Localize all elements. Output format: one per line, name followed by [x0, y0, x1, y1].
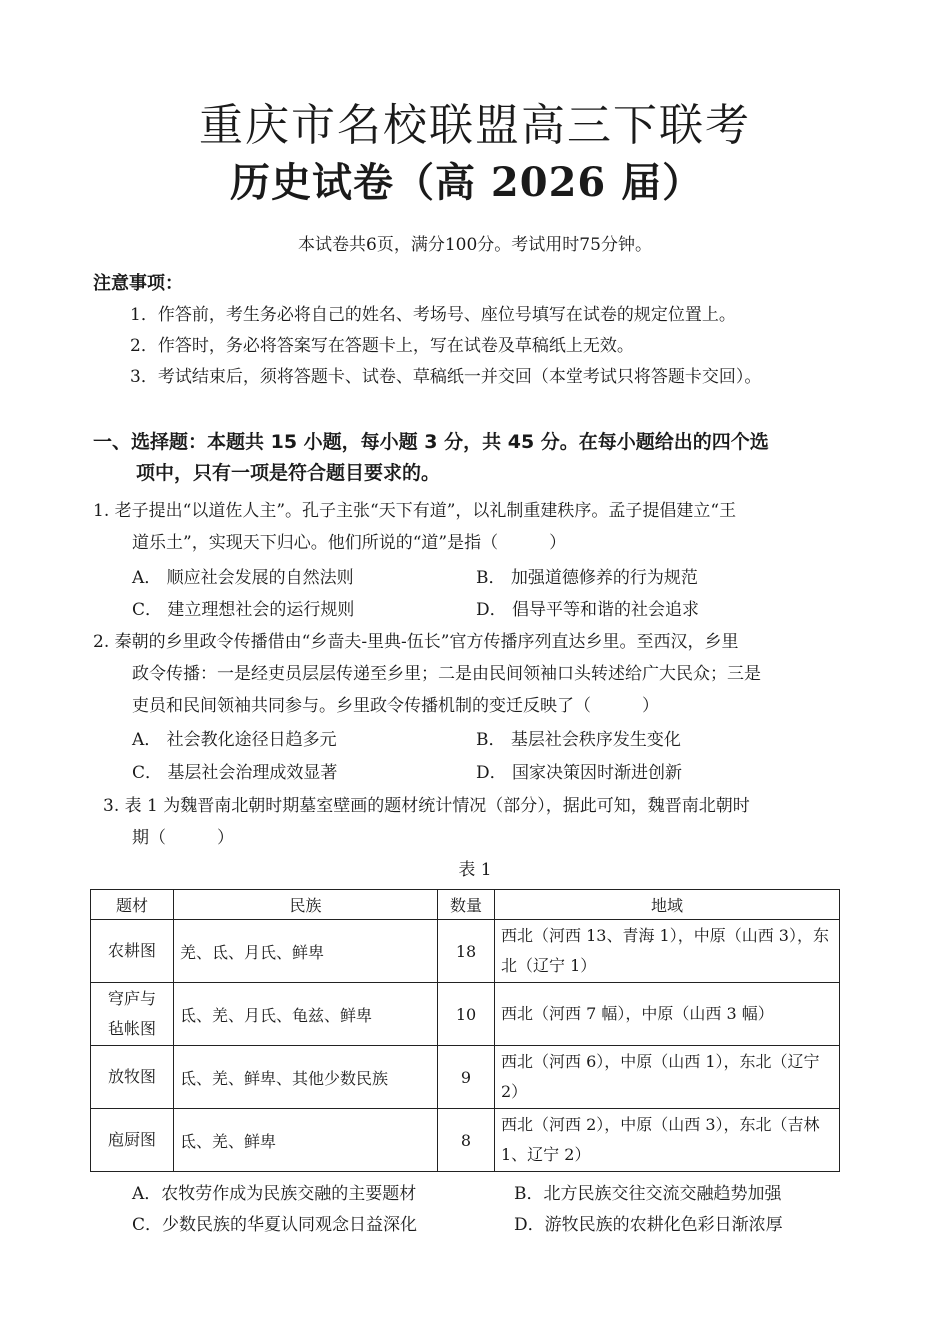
table-cell-count: 9	[438, 1046, 495, 1109]
table-row	[91, 1109, 840, 1172]
q3-option-c: C．少数民族的华夏认同观念日益深化	[132, 1215, 418, 1235]
exam-title: 重庆市名校联盟高三下联考	[199, 100, 751, 151]
table-cell-region: 西北（河西 13、青海 1），中原（山西 3），东北（辽宁 1）	[495, 920, 840, 983]
table-cell-ethnic: 氐、羌、鲜卑、其他少数民族	[174, 1046, 438, 1109]
table-cell-ethnic: 氐、羌、鲜卑	[174, 1109, 438, 1172]
q3-option-b: B．北方民族交往交流交融趋势加强	[514, 1184, 782, 1204]
q2-stem-line3: 吏员和民间领袖共同参与。乡里政令传播机制的变迁反映了（ ）	[132, 696, 659, 716]
table-row	[91, 920, 840, 983]
mural-statistics-table	[90, 889, 840, 1172]
table-cell-topic: 放牧图	[91, 1046, 174, 1109]
notice-item-3: 3．考试结束后，须将答题卡、试卷、草稿纸一并交回（本堂考试只将答题卡交回）。	[130, 367, 762, 387]
q3-stem-line1: 3. 表 1 为魏晋南北朝时期墓室壁画的题材统计情况（部分），据此可知，魏晋南北朝时	[103, 796, 750, 816]
table-cell-region: 西北（河西 2），中原（山西 3），东北（吉林 1、辽宁 2）	[495, 1109, 840, 1172]
q3-stem-line2: 期（ ）	[132, 828, 234, 848]
table-cell-ethnic: 羌、氐、月氏、鲜卑	[174, 920, 438, 983]
exam-info: 本试卷共6页，满分100分。考试用时75分钟。	[298, 235, 652, 255]
q3-option-a: A．农牧劳作成为民族交融的主要题材	[132, 1184, 417, 1204]
q1-option-c: C． 建立理想社会的运行规则	[132, 600, 355, 620]
q2-stem-line2: 政令传播：一是经吏员层层传递至乡里；二是由民间领袖口头转述给广大民众；三是	[132, 664, 761, 684]
notice-item-2: 2．作答时，务必将答案写在答题卡上，写在试卷及草稿纸上无效。	[130, 336, 634, 356]
q1-stem-line1: 1. 老子提出“以道佐人主”。孔子主张“天下有道”，以礼制重建秩序。孟子提倡建立“王	[93, 501, 737, 521]
table-header-count: 数量	[438, 890, 495, 920]
q2-option-d: D． 国家决策因时渐进创新	[476, 763, 683, 783]
table-cell-topic: 庖厨图	[91, 1109, 174, 1172]
notice-heading: 注意事项：	[93, 273, 183, 294]
table-row	[91, 1046, 840, 1109]
table-cell-topic: 农耕图	[91, 920, 174, 983]
q1-option-b: B． 加强道德修养的行为规范	[476, 568, 698, 588]
table-cell-region: 西北（河西 7 幅），中原（山西 3 幅）	[495, 983, 840, 1046]
section-heading-line2: 项中，只有一项是符合题目要求的。	[136, 462, 441, 484]
table-caption: 表 1	[458, 860, 492, 880]
q2-option-a: A． 社会教化途径日趋多元	[132, 730, 337, 750]
exam-subtitle: 历史试卷（高 2026 届）	[230, 159, 704, 206]
q2-option-b: B． 基层社会秩序发生变化	[476, 730, 681, 750]
q2-stem-line1: 2. 秦朝的乡里政令传播借由“乡啬夫-里典-伍长”官方传播序列直达乡里。至西汉，乡里	[93, 632, 739, 652]
table-cell-topic: 穹庐与毡帐图	[91, 983, 174, 1046]
table-header-row	[91, 890, 840, 920]
table-header-ethnic: 民族	[174, 890, 438, 920]
q1-option-d: D． 倡导平等和谐的社会追求	[476, 600, 700, 620]
table-cell-count: 10	[438, 983, 495, 1046]
table-row	[91, 983, 840, 1046]
table-cell-ethnic: 氐、羌、月氏、龟兹、鲜卑	[174, 983, 438, 1046]
table-cell-count: 18	[438, 920, 495, 983]
section-heading-line1: 一、选择题：本题共 15 小题，每小题 3 分，共 45 分。在每小题给出的四个选	[93, 431, 769, 453]
table-cell-region: 西北（河西 6），中原（山西 1），东北（辽宁 2）	[495, 1046, 840, 1109]
q3-option-d: D．游牧民族的农耕化色彩日渐浓厚	[514, 1215, 783, 1235]
table-cell-count: 8	[438, 1109, 495, 1172]
q1-stem-line2: 道乐土”，实现天下归心。他们所说的“道”是指（ ）	[132, 533, 567, 553]
table-header-region: 地域	[495, 890, 840, 920]
q1-option-a: A． 顺应社会发展的自然法则	[132, 568, 354, 588]
notice-item-1: 1．作答前，考生务必将自己的姓名、考场号、座位号填写在试卷的规定位置上。	[130, 305, 736, 325]
table-header-topic: 题材	[91, 890, 174, 920]
q2-option-c: C． 基层社会治理成效显著	[132, 763, 338, 783]
